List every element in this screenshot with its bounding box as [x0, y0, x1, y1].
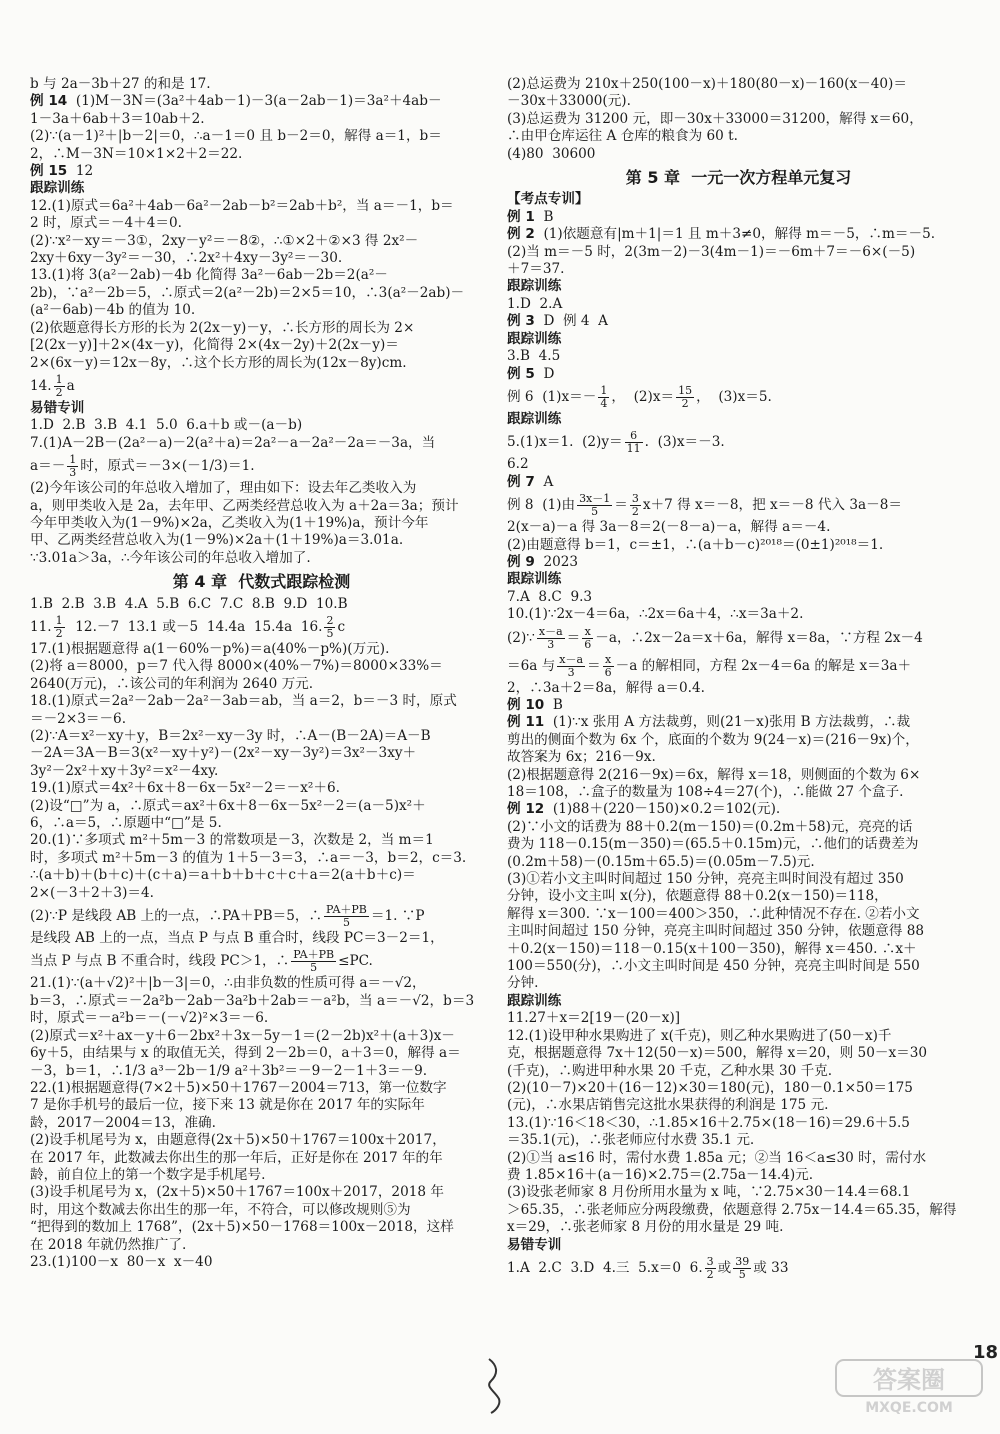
ch4-line-20b: (2)∵P 是线段 AB 上的一点，∴PA＋PB＝5，∴ $\frac{PA+PB}{5}$ ＝1. ∵P	[30, 903, 425, 930]
answer-line: 7 是你手机号的最后一位，接下来 13 就是你在 2017 年的实际年	[30, 1097, 425, 1114]
answer-line: 例 10 B	[507, 696, 563, 713]
fraction: $\frac{PA+PB}{5}$	[293, 948, 335, 975]
page-number: 18	[972, 1342, 998, 1363]
fraction: $\frac{x-a}{3}$	[538, 624, 563, 651]
answer-line: 例 14 (1)M－3N＝(3a²＋4ab－1)－3(a－2ab－1)＝3a²＋4ab－	[30, 93, 442, 110]
answer-line: 克，根据题意得 7x＋12(50－x)＝500，解得 x＝20，则 50－x＝30	[507, 1045, 928, 1062]
answer-line: 1－3a＋6ab＋3＝10ab＋2.	[30, 110, 205, 127]
answer-line: 例 7 A	[507, 473, 554, 490]
answer-line: 17.(1)根据题意得 a(1－60%－p%)＝a(40%－p%)(万元).	[30, 640, 390, 657]
answer-line: 19.(1)原式＝4x²＋6x＋8－6x－5x²－2＝－x²＋6.	[30, 780, 340, 797]
answer-line: (2)∵x²－xy＝－3①，2xy－y²＝－8②，∴①×2＋②×3 得 2x²－	[30, 232, 419, 249]
easy-err-block	[30, 417, 493, 452]
answer-line: 例 1 B	[507, 208, 554, 225]
answer-line: (3)总运费为 31200 元，即－30x＋33000＝31200，解得 x＝60，	[507, 110, 923, 127]
answer-line: b 与 2a－3b＋27 的和是 17.	[30, 76, 211, 92]
answer-line: 2b)，∵a²－2b＝5，∴原式＝2(a²－2b)＝2×5＝10，∴3(a²－2ab)－	[30, 284, 465, 301]
example-label: 例 9	[507, 553, 535, 570]
answer-line: 是线段 AB 上的一点，当点 P 与点 B 重合时，线段 PC＝3－2＝1，	[30, 930, 444, 947]
answer-line: 跟踪训练	[507, 992, 562, 1009]
answer-line: (2)设“□”为 a，∴原式＝ax²＋6x＋8－6x－5x²－2＝(a－5)x²＋	[30, 797, 426, 814]
answer-line: ∵3.01a＞3a，∴今年该公司的年总收入增加了.	[30, 549, 311, 566]
answer-line: 2 时，原式＝－4＋4＝0.	[30, 215, 182, 232]
answer-line: [2(2x－y)]＋2×(4x－y)，化简得 2×(4x－2y)＋2(2x－y)＝	[30, 337, 399, 354]
example-label: 例 14	[30, 93, 68, 110]
answer-line: 甲、乙两类经营总收入为(1－9%)×2a＋(1＋19%)a＝3.01a.	[30, 532, 404, 549]
answer-line: 20.(1)∵多项式 m²＋5m－3 的常数项是－3，次数是 2，当 m＝1	[30, 832, 434, 849]
fraction: $\frac{x}{6}$	[584, 624, 592, 651]
answer-line: 跟踪训练	[507, 330, 562, 347]
kaodian-title: 【考点专训】	[507, 191, 589, 208]
example-label: 例 10	[507, 696, 545, 713]
answer-line: 12.(1)原式＝6a²＋4ab－6a²－2ab－b²＝2ab＋b²，当 a＝－1，b＝	[30, 197, 454, 214]
answer-line: ＋7＝37.	[507, 261, 565, 278]
answer-line: 分钟，设小文主叫 x(分)，依题意得 88＋0.2(x－150)＝118，	[507, 888, 888, 905]
answer-line: 18＝108，∴盒子的数量为 108÷4＝27(个)，∴能做 27 个盒子.	[507, 784, 904, 800]
answer-line: 在 2017 年，此数减去你出生的那一年后，正好是你在 2017 年的年	[30, 1149, 443, 1166]
answer-line: (2)(10－7)×20＋(16－12)×30＝180(元)，180－0.1×50＝175	[507, 1079, 913, 1096]
answer-line: 18.(1)原式＝2a²－2ab－2a²－3ab＝ab，当 a＝2，b＝－3 时，原式	[30, 693, 457, 710]
answer-line: (4)80 30600	[507, 145, 596, 162]
answer-line: (2)∵A＝x²－xy＋y，B＝2x²－xy－3y 时，∴A－(B－2A)＝A－B	[30, 728, 431, 744]
answer-line: 例 5 D	[507, 365, 555, 382]
track-title: 跟踪训练	[507, 410, 562, 427]
answer-line: ＝－2×3＝－6.	[30, 710, 127, 727]
answer-line: 例 3 D 例 4 A	[507, 313, 609, 330]
answer-line: 龄，2017－2004＝13，准确.	[30, 1114, 216, 1131]
fraction: $\frac{1}{2}$	[55, 613, 63, 640]
right-block-a	[507, 209, 970, 383]
fraction: $\frac{3}{2}$	[706, 1254, 714, 1281]
ch4-block-2	[30, 930, 493, 947]
answer-line: 2(x－a)－a 得 3a－8＝2(－8－a)－a，解得 a＝－4.	[507, 519, 831, 536]
example-label: 例 15	[30, 163, 68, 180]
answer-line: ＋0.2(x－150)＝118－0.15(x＋100－350)，解得 x＝450. ∴x＋	[507, 940, 917, 957]
left-column	[30, 76, 493, 1271]
answer-line: 2，∴M－3N＝10×1×2＋2＝22.	[30, 145, 243, 162]
answer-line: 6.2	[507, 456, 529, 473]
easy-err-title: 易错专训	[30, 399, 85, 416]
answer-14: 14. $\frac{1}{2}$ a	[30, 372, 75, 399]
easy-err-frac-line: a＝－ $\frac{1}{3}$ 时，原式＝－3×(－1/3)＝1.	[30, 453, 255, 480]
right-top-block	[507, 76, 970, 163]
answer-line: 时，多项式 m²＋5m－3 的值为 1＋5－3＝3，∴a＝－3，b＝2，c＝3.	[30, 849, 467, 866]
fraction: $\frac{3x-1}{5}$	[579, 492, 611, 519]
fraction: $\frac{x}{6}$	[604, 652, 612, 679]
answer-line: 10.(1)∵2x－4＝6a，∴2x＝6a＋4，∴x＝3a＋2.	[507, 606, 804, 623]
answer-line: 费 1.85×16＋(a－16)×2.75＝(2.75a－14.4)元.	[507, 1166, 814, 1183]
answer-line: b＝3，∴原式＝－2a²b－2ab－3a²b＋2ab＝－a²b，当 a＝－√2，b＝3	[30, 992, 475, 1009]
answer-line: 1.D 2.A	[507, 295, 563, 312]
answer-line: 在 2018 年就仍然推广了.	[30, 1236, 187, 1253]
fraction: $\frac{6}{11}$	[626, 429, 641, 456]
answer-line: 12.(1)设甲种水果购进了 x(千克)，则乙种水果购进了(50－x)千	[507, 1027, 892, 1044]
answer-line: 例 11 (1)∵x 张用 A 方法裁剪，则(21－x)张用 B 方法裁剪，∴裁	[507, 714, 911, 731]
answer-line: (0.2m＋58)－(0.15m＋65.5)＝(0.05m－7.5)元.	[507, 853, 815, 870]
answer-line: 例 12 (1)88＋(220－150)×0.2＝102(元).	[507, 801, 781, 818]
answer-line: 11.27＋x＝2[19－(20－x)]	[507, 1010, 681, 1027]
section-title-ch5: 第 5 章 一元一次方程单元复习	[625, 168, 852, 188]
example-label: 例 3	[507, 313, 535, 330]
example-label: 例 1	[507, 208, 535, 225]
answer-line: 3y²－2x²＋xy＋3y²＝x²－4xy.	[30, 762, 219, 779]
example-label: 例 2	[507, 226, 535, 243]
answer-line: (2)依题意得长方形的长为 2(2x－y)－y，∴长方形的周长为 2×	[30, 319, 415, 336]
answer-line: (3)①若小文主叫时间超过 150 分钟，亮亮主叫时间没有超过 350	[507, 871, 904, 888]
section-title-ch4: 第 4 章 代数式跟踪检测	[172, 572, 351, 592]
answer-line: 7.(1)A－2B－(2a²－a)－2(a²＋a)＝2a²－a－2a²－2a＝－3a，当	[30, 434, 436, 451]
answer-line: 6y＋5，由结果与 x 的取值无关，得到 2－2b＝0，a＋3＝0，解得 a＝	[30, 1045, 461, 1062]
answer-line: －30x＋33000(元).	[507, 93, 631, 110]
answer-line: a，则甲类收入是 2a，去年甲、乙两类经营总收入为 a＋2a＝3a；预计	[30, 497, 459, 514]
answer-line: 跟踪训练	[507, 571, 562, 588]
answer-line: 分钟.	[507, 975, 539, 992]
fraction: $\frac{39}{5}$	[735, 1254, 750, 1281]
example-label: 例 12	[507, 801, 545, 818]
answer-line: (2)原式＝x²＋ax－y＋6－2bx²＋3x－5y－1＝(2－2b)x²＋(a＋3)x－	[30, 1027, 455, 1044]
right-block-b	[507, 456, 970, 491]
answer-line: －3，b＝1，∴1/3 a³－2b－1/9 a²＋3b²＝－9－2－1＋3＝－9.	[30, 1062, 428, 1079]
answer-line: 解得 x＝300. ∵x－100＝400＞350，∴此种情况不存在. ②若小文	[507, 905, 920, 922]
answer-line: (2)将 a＝8000，p＝7 代入得 8000×(40%－7%)＝8000×33%＝	[30, 658, 443, 675]
answer-line: (2)总运费为 210x＋250(100－x)＋180(80－x)－160(x－40)＝	[507, 76, 907, 92]
answer-line: ＝35.1(元)，∴张老师应付水费 35.1 元.	[507, 1132, 755, 1149]
answer-line: 2xy＋6xy－3y²＝－30，∴2x²＋4xy－3y²＝－30.	[30, 250, 343, 267]
answer-line: 2×(6x－y)＝12x－8y，∴这个长方形的周长为(12x－8y)cm.	[30, 354, 407, 371]
ch4-block-3	[30, 975, 493, 1271]
answer-line: (2)由题意得 b＝1，c＝±1，∴(a＋b－c)²⁰¹⁸＝(0±1)²⁰¹⁸＝1.	[507, 536, 884, 553]
ch4-answers: 1.B 2.B 3.B 4.A 5.B 6.C 7.C 8.B 9.D 10.B	[30, 595, 348, 612]
answer-line: －2A＝3A－B＝3(x²－xy＋y²)－(2x²－xy－3y²)＝3x²－3xy＋	[30, 745, 417, 762]
answer-5: 5.(1)x＝1. (2)y＝ $\frac{6}{11}$ . (3)x＝－3.	[507, 429, 725, 456]
answer-line: 23.(1)100－x 80－x x－40	[30, 1253, 213, 1270]
answer-line: (元)，∴水果店销售完这批水果获得的利润是 175 元.	[507, 1097, 829, 1114]
easy-err-answers: 1.A 2.C 3.D 4.三 5.x＝0 6. $\frac{3}{2}$ 或 $\frac{39}{5}$ 或 33	[507, 1254, 789, 1281]
fraction: $\frac{x-a}{3}$	[559, 652, 584, 679]
answer-line: 2，∴3a＋2＝8a，解得 a＝0.4.	[507, 679, 705, 696]
svg-text:答案圈: 答案圈	[873, 1366, 945, 1394]
ch4-line-20c: 当点 P 与点 B 不重合时，线段 PC＞1，∴ $\frac{PA+PB}{5}$ ≤PC.	[30, 948, 373, 975]
answer-line: 剪出的侧面个数为 6x 个，底面的个数为 9(24－x)＝(216－9x)个，	[507, 731, 919, 748]
easy-err-tail-block	[30, 480, 493, 567]
answer-line: “把得到的数加上 1768”，(2x＋5)×50－1768＝100x－2018，这样	[30, 1219, 454, 1236]
answer-line: 时，原式＝－a²b＝－(－√2)²×3＝－6.	[30, 1010, 269, 1027]
answer-line: ∴由甲仓库运往 A 仓库的粮食为 60 t.	[507, 128, 738, 145]
answer-line: (2)根据题意得 2(216－9x)＝6x，解得 x＝18，则侧面的个数为 6×	[507, 766, 921, 783]
answer-line: 2×(－3＋2＋3)＝4.	[30, 884, 154, 901]
answer-line: 3.B 4.5	[507, 348, 561, 365]
watermark-logo	[834, 1358, 984, 1416]
answer-line: 21.(1)∵(a＋√2)²＋|b－3|＝0，∴由非负数的性质可得 a＝－√2，	[30, 975, 426, 992]
example-label: 例 5	[507, 365, 535, 382]
example-6: 例 6 (1)x＝－ $\frac{1}{4}$ ， (2)x＝ $\frac{15}{2}$ ， (3)x＝5.	[507, 383, 772, 410]
answer-line: (3)设手机尾号为 x，(2x＋5)×50＋1767＝100x＋2017，2018 年	[30, 1184, 444, 1201]
answer-line: 22.(1)根据题意得(7×2＋5)×50＋1767－2004＝713，第一位数字	[30, 1079, 447, 1096]
answer-line: (2)今年该公司的年总收入增加了，理由如下：设去年乙类收入为	[30, 480, 417, 497]
left-top-block	[30, 76, 493, 372]
answer-line: 6，∴a＝5，∴原题中“□”是 5.	[30, 815, 222, 832]
ch4-block	[30, 641, 493, 902]
fraction: $\frac{1}{2}$	[55, 372, 63, 399]
fraction: $\frac{PA+PB}{5}$	[326, 903, 367, 930]
answer-line: 跟踪训练	[30, 180, 85, 197]
answer-10b: (2)∵ $\frac{x-a}{3}$ ＝ $\frac{x}{6}$ －a，∴2x－2a＝x＋6a，解得 x＝8a，∵方程 2x－4	[507, 624, 923, 651]
answer-line: 龄，前自位上的第一个数字是手机尾号.	[30, 1166, 266, 1183]
fraction: $\frac{1}{3}$	[69, 453, 77, 480]
right-block-d	[507, 680, 970, 1254]
answer-line: 跟踪训练	[507, 278, 562, 295]
answer-line: 100＝550(分)，∴小文主叫时间是 450 分钟，亮亮主叫时间是 550	[507, 958, 920, 975]
answer-line: ∴(a＋b)＋(b＋c)＋(c＋a)＝a＋b＋b＋c＋c＋a＝2(a＋b＋c)＝	[30, 867, 416, 884]
answer-line: (2)设手机尾号为 x，由题意得(2x＋5)×50＋1767＝100x＋2017，	[30, 1132, 446, 1149]
answer-line: (千克)，∴购进甲种水果 20 千克，乙种水果 30 千克.	[507, 1062, 833, 1079]
answer-line: 故答案为 6x；216－9x.	[507, 749, 656, 766]
answer-line: (2)①当 a≤16 时，需付水费 1.85a 元；②当 16＜a≤30 时，需付水	[507, 1149, 927, 1166]
answer-line: x＝29，∴张老师家 8 月份的用水量是 29 吨.	[507, 1219, 784, 1236]
answer-line: (2)∵(a－1)²＋|b－2|＝0，∴a－1＝0 且 b－2＝0，解得 a＝1，b＝	[30, 128, 442, 145]
example-label: 例 7	[507, 473, 535, 490]
ch4-line-11: 11. $\frac{1}{2}$ 12.－7 13.1 或－5 14.4a 15.4a 16. $\frac{2}{5}$ c	[30, 613, 346, 640]
answer-line: 时，用这个数减去你出生的那一年，不符合，可以修改规则⑤为	[30, 1201, 411, 1218]
answer-line: 费为 118－0.15(m－350)＝(65.5＋0.15m)元，∴他们的话费差为	[507, 836, 919, 853]
answer-line: (a²－6ab)－4b 的值为 10.	[30, 302, 196, 319]
fraction: $\frac{2}{5}$	[326, 613, 334, 640]
example-label: 例 11	[507, 714, 545, 731]
answer-line: (2)当 m＝－5 时，2(3m－2)－3(4m－1)＝－6m＋7＝－6×(－5)	[507, 243, 916, 260]
answer-line: 主叫时间超过 150 分钟，亮亮主叫时间超过 350 分钟，依题意得 88	[507, 923, 925, 940]
answer-line: 例 2 (1)依题意有|m＋1|＝1 且 m＋3≠0，解得 m＝－5，∴m＝－5.	[507, 226, 936, 243]
answer-line: 13.(1)∵16＜18＜30，∴1.85×16＋2.75×(18－16)＝29.6＋5.5	[507, 1114, 910, 1131]
svg-text:MXQE.COM: MXQE.COM	[865, 1400, 953, 1416]
answer-line: 易错专训	[507, 1236, 562, 1253]
example-8: 例 8 (1)由 $\frac{3x-1}{5}$ ＝ $\frac{3}{2}$ x＋7 得 x＝－8，把 x＝－8 代入 3a－8＝	[507, 492, 902, 519]
answer-10c: ＝6a 与 $\frac{x-a}{3}$ ＝ $\frac{x}{6}$ －a 的解相同，方程 2x－4＝6a 的解是 x＝3a＋	[507, 652, 912, 679]
right-column	[507, 76, 970, 1282]
fraction: $\frac{3}{2}$	[631, 492, 639, 519]
answer-line: 2640(万元)，∴该公司的年利润为 2640 万元.	[30, 675, 314, 692]
handwritten-mark	[483, 1355, 505, 1415]
answer-line: 13.(1)将 3(a²－2ab)－4b 化简得 3a²－6ab－2b＝2(a²－	[30, 267, 388, 284]
answer-line: (3)设张老师家 8 月份所用水量为 x 吨，∵2.75×30－14.4＝68.1	[507, 1184, 911, 1201]
fraction: $\frac{1}{4}$	[600, 383, 608, 410]
answer-line: 1.D 2.B 3.B 4.1 5.0 6.a＋b 或－(a－b)	[30, 417, 303, 434]
answer-line: (2)∵小文的话费为 88＋0.2(m－150)＝(0.2m＋58)元，亮亮的话	[507, 818, 913, 835]
answer-line: 例 9 2023	[507, 553, 579, 570]
answer-line: 今年甲类收入为(1－9%)×2a，乙类收入为(1＋19%)a，预计今年	[30, 514, 429, 531]
answer-line: ＞65.35，∴张老师应分两段缴费，依题意得 2.75x－14.4＝65.35，解得	[507, 1201, 957, 1218]
fraction: $\frac{15}{2}$	[678, 383, 693, 410]
right-block-c	[507, 519, 970, 623]
answer-line: 例 15 12	[30, 163, 94, 180]
answer-line: 7.A 8.C 9.3	[507, 588, 593, 605]
